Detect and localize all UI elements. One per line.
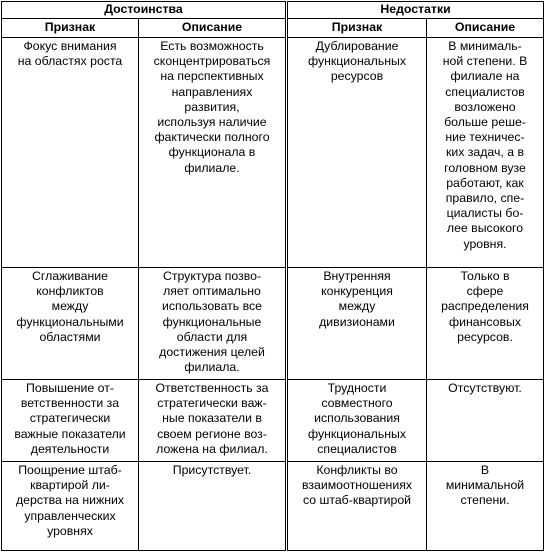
table-row xyxy=(2,462,544,551)
column-header-adv-description: Описание xyxy=(139,19,287,38)
adv-feature-cell: Повышение от- ветственности за стратегически важные показатели деятельности xyxy=(2,380,139,462)
dis-description-cell: В минималь- ной степени. В филиале на специалистов возложено больше реше- ние техничес- ких задач, а в головном вузе работают, как правило, спе- циалисты бо- лее высокого уровня. xyxy=(427,38,544,268)
dis-feature-cell: Дублирование функциональных ресурсов xyxy=(287,38,427,268)
group-header-advantages: Достоинства xyxy=(2,2,287,19)
dis-description-cell: Отсутствуют. xyxy=(427,380,544,462)
dis-description-cell: Только в сфере распределения финансовых ресурсов. xyxy=(427,268,544,380)
group-header-disadvantages: Недостатки xyxy=(287,2,544,19)
table-row xyxy=(2,268,544,380)
dis-feature-cell: Внутренняя конкуренция между дивизионами xyxy=(287,268,427,380)
dis-description-cell: В минимальной степени. xyxy=(427,462,544,551)
column-header-dis-feature: Признак xyxy=(287,19,427,38)
adv-description-cell: Есть возможность сконцентрироваться на перспективных направлениях развития, используя наличие фактически полного функционала в филиале. xyxy=(139,38,287,268)
table-row xyxy=(2,38,544,268)
column-header-dis-description: Описание xyxy=(427,19,544,38)
table-row xyxy=(2,380,544,462)
pros-cons-table xyxy=(1,1,544,551)
adv-description-cell: Структура позво- ляет оптимально использовать все функциональные области для достижения целей филиала. xyxy=(139,268,287,380)
column-header-row xyxy=(2,19,544,38)
adv-feature-cell: Поощрение штаб- квартирой ли- дерства на нижних управленческих уровнях xyxy=(2,462,139,551)
dis-feature-cell: Трудности совместного использования функциональных специалистов xyxy=(287,380,427,462)
adv-feature-cell: Сглаживание конфликтов между функциональными областями xyxy=(2,268,139,380)
adv-description-cell: Присутствует. xyxy=(139,462,287,551)
group-header-row xyxy=(2,2,544,19)
column-header-adv-feature: Признак xyxy=(2,19,139,38)
adv-feature-cell: Фокус внимания на областях роста xyxy=(2,38,139,268)
dis-feature-cell: Конфликты во взаимоотношениях со штаб-квартирой xyxy=(287,462,427,551)
adv-description-cell: Ответственность за стратегически важ- ные показатели в своем регионе воз- ложена на филиал. xyxy=(139,380,287,462)
